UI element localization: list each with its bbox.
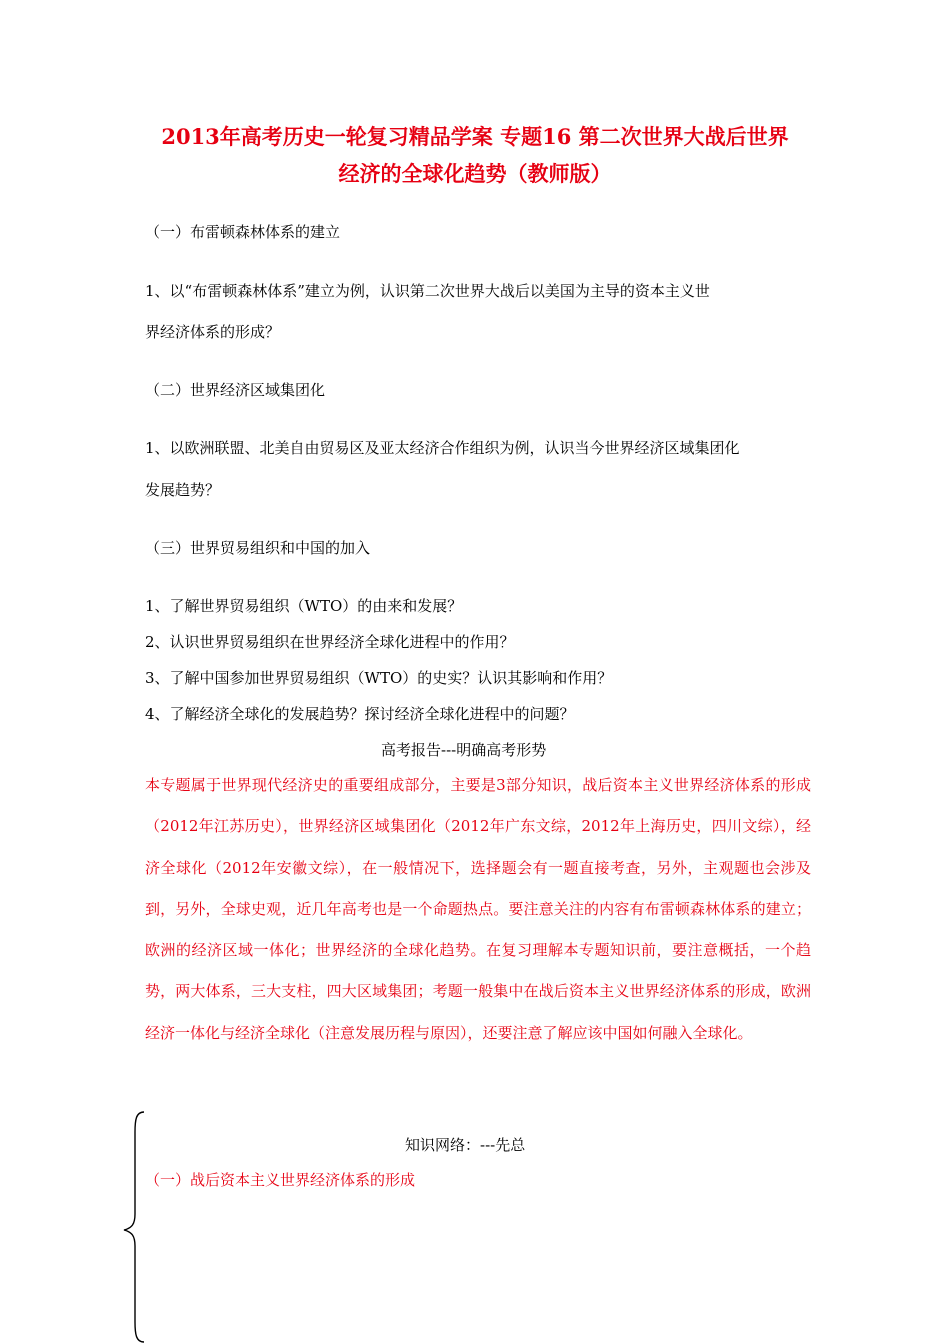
- section-1-item-1-line-1: 1、以“布雷顿森林体系”建立为例，认识第二次世界大战后以美国为主导的资本主义世: [145, 282, 710, 300]
- section-1-heading: （一）布雷顿森林体系的建立: [145, 223, 341, 241]
- left-curly-brace: [112, 1110, 148, 1344]
- section-3-heading: （三）世界贸易组织和中国的加入: [145, 539, 371, 557]
- document-title-line-2: 经济的全球化趋势（教师版）: [338, 161, 612, 186]
- report-paragraph: 本专题属于世界现代经济史的重要组成部分，主要是3部分知识，战后资本主义世界经济体系的形成（2012年江苏历史），世界经济区域集团化（2012年广东文综，2012年上海历史，四川文综），经济全球化（2012年安徽文综），在一般情况下，选择题会有一题直接考查，另外，主观题也会涉及到，另外，全球史观，近几年高考也是一个命题热点。要注意关注的内容有布雷顿森林体系的建立；欧洲的经济区域一体化；世界经济的全球化趋势。在复习理解本专题知识前，要注意概括，一个趋势，两大体系，三大支柱，四大区域集团；考题一般集中在战后资本主义世界经济体系的形成，欧洲经济一体化与经济全球化（注意发展历程与原因），还要注意了解应该中国如何融入全球化。: [145, 776, 811, 1042]
- section-3-item-2: 2、认识世界贸易组织在世界经济全球化进程中的作用？: [145, 633, 515, 651]
- knowledge-network-subheading: （一）战后资本主义世界经济体系的形成: [145, 1171, 416, 1189]
- section-3-item-4: 4、了解经济全球化的发展趋势？探讨经济全球化进程中的问题？: [145, 705, 575, 723]
- section-3-item-3: 3、了解中国参加世界贸易组织（WTO）的史实？认识其影响和作用？: [145, 669, 613, 687]
- section-2-item-1-line-1: 1、以欧洲联盟、北美自由贸易区及亚太经济合作组织为例，认识当今世界经济区域集团化: [145, 439, 740, 457]
- section-3-item-1: 1、了解世界贸易组织（WTO）的由来和发展？: [145, 597, 463, 615]
- knowledge-network-heading: 知识网络：---先总: [405, 1136, 526, 1154]
- section-2-heading: （二）世界经济区域集团化: [145, 381, 326, 399]
- section-2-item-1-line-2: 发展趋势？: [145, 481, 221, 499]
- report-heading: 高考报告---明确高考形势: [381, 741, 547, 759]
- document-title-line-1: 2013年高考历史一轮复习精品学案 专题16 第二次世界大战后世界: [161, 124, 789, 149]
- section-1-item-1-line-2: 界经济体系的形成？: [145, 323, 281, 341]
